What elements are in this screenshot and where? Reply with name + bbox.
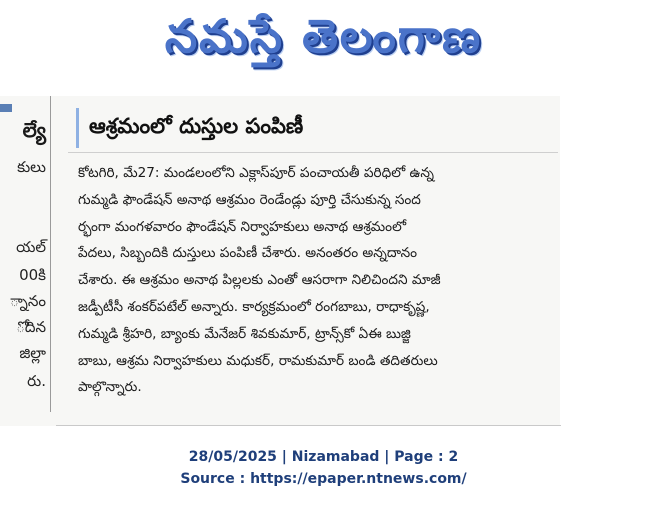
epaper-footer (0, 446, 647, 490)
article-line: జడ్పీటీసీ శంకర్‌పటేల్ అన్నారు. కార్యక్రమంలో రంగబాబు, రాధాకృష్ణ, (78, 298, 430, 315)
source-link[interactable]: Source : https://epaper.ntnews.com/ (180, 471, 467, 487)
adjacent-headline-fragment: ల్యే (22, 118, 46, 142)
adjacent-text-line: జిల్లా (19, 344, 46, 362)
article-line: ర్భంగా మంగళవారం ఫౌండేషన్ నిర్వాహకులు అనాథ ఆశ్రమంలో (78, 218, 407, 235)
headline-divider (68, 152, 558, 153)
adjacent-text-line: యల్ (16, 238, 46, 256)
adjacent-text-line: కులు (17, 158, 46, 176)
article-body (78, 160, 550, 401)
article-line: పేదలు, సిబ్బందికి దుస్తులు పంపిణీ చేశారు. అనంతరం అన్నదానం (78, 245, 418, 262)
article-line: కోటగిరి, మే27: మండలంలోని ఎక్లాస్‌పూర్ పంచాయతీ పరిధిలో ఉన్న (78, 165, 434, 181)
masthead (0, 0, 647, 82)
clipping-bottom-rule (56, 425, 561, 426)
adjacent-text-line: ోదిన (16, 318, 46, 336)
newspaper-logo: నమస్తే తెలంగాణ (164, 9, 483, 63)
article-line: బాబు, ఆశ్రమ నిర్వాహకులు మధుకర్, రామకుమార్ బండి తదితరులు (78, 352, 438, 369)
article-headline: ఆశ్రమంలో దుస్తుల పంపిణీ (89, 114, 304, 138)
adjacent-text-line: రు. (27, 372, 46, 390)
adjacent-text-line: 00కి (19, 266, 46, 284)
adjacent-text-line: ్నానం (10, 292, 46, 310)
headline-box (76, 108, 556, 148)
newspaper-clipping (0, 96, 560, 426)
article-line: గుమ్మడి ఫౌండేషన్ అనాథ ఆశ్రమం రెండేండ్లు పూర్తి చేసుకున్న సంద (78, 191, 421, 208)
column-accent-bar (0, 104, 12, 112)
article-line: గుమ్మడి శ్రీహరి, బ్యాంకు మేనేజర్ శివకుమార్, ట్రాన్స్‌కో ఏఈ బుజ్జి (78, 325, 411, 342)
article (64, 96, 560, 426)
article-line: పాల్గొన్నారు. (78, 379, 142, 396)
article-line: చేశారు. ఈ ఆశ్రమం అనాథ పిల్లలకు ఎంతో ఆసరాగా నిలిచిందని మాజీ (78, 272, 441, 289)
edition-info: 28/05/2025 | Nizamabad | Page : 2 (188, 449, 459, 465)
adjacent-article-column (0, 96, 51, 412)
